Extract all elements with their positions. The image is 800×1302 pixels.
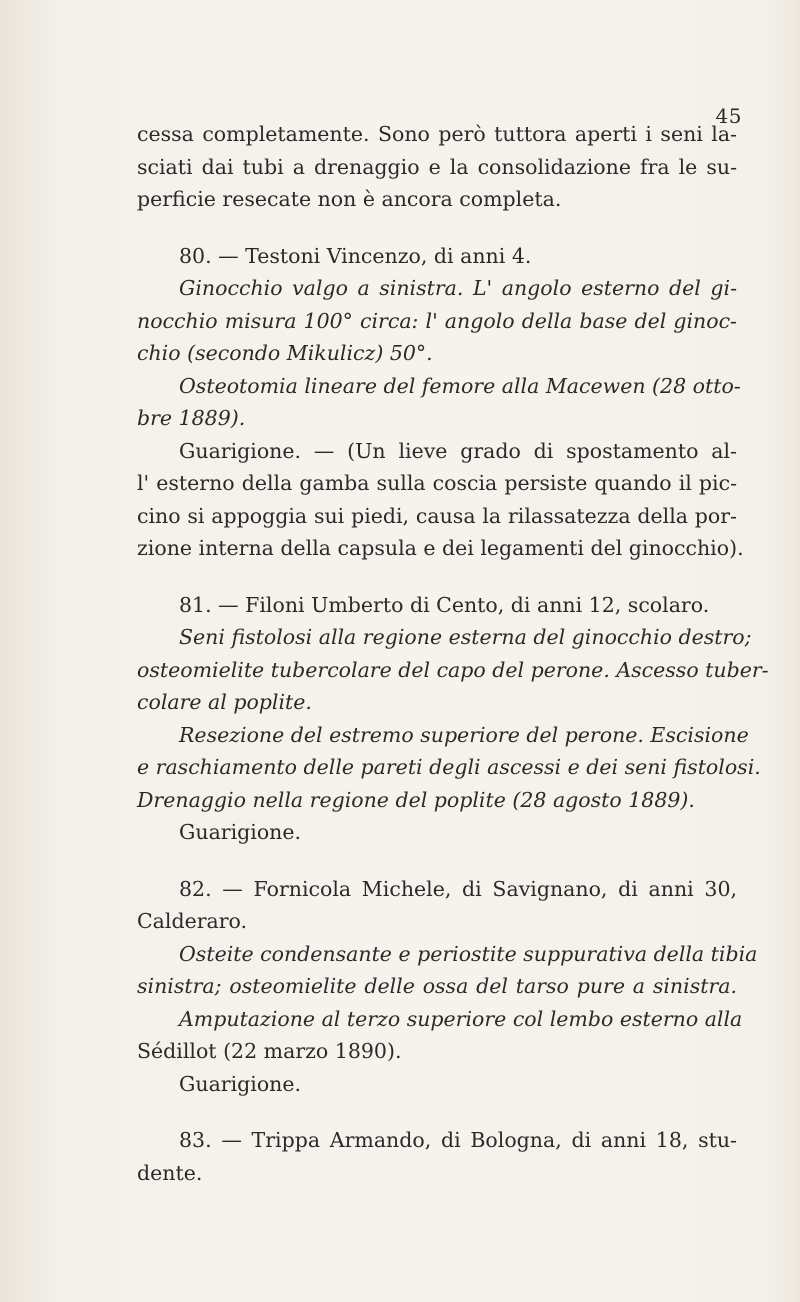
operation-line: Resezione del estremo superiore del perone. Escisione <box>179 722 749 747</box>
diagnosis-line: nocchio misura 100° circa: l' angolo della base del ginoc- <box>137 308 737 333</box>
outcome-line: Guarigione. <box>179 820 302 844</box>
case-heading: 81. — Filoni Umberto di Cento, di anni 12, scolaro. <box>179 592 710 617</box>
case-heading: 82. — Fornicola Michele, di Savignano, di anni 30, <box>179 876 737 901</box>
text-line: cessa completamente. Sono però tuttora aperti i seni la- <box>137 122 737 146</box>
diagnosis-line: chio (secondo Mikulicz) 50°. <box>137 341 433 365</box>
text-line: perficie resecate non è ancora completa. <box>137 187 562 211</box>
diagnosis-line: colare al poplite. <box>137 690 312 714</box>
case-heading: 80. — Testoni Vincenzo, di anni 4. <box>179 243 532 268</box>
operation-line: Amputazione al terzo superiore col lembo esterno alla <box>179 1006 743 1031</box>
diagnosis-line: Osteite condensante e periostite suppurativa della tibia <box>179 941 758 966</box>
text-line: sciati dai tubi a drenaggio e la consolidazione fra le su- <box>137 154 737 179</box>
operation-line: Drenaggio nella regione del poplite (28 agosto 1889). <box>137 787 695 812</box>
operation-line: bre 1889). <box>137 406 246 430</box>
diagnosis-line: Ginocchio valgo a sinistra. L' angolo esterno del gi- <box>179 276 737 300</box>
operation-line: e raschiamento delle pareti degli ascessi e dei seni fistolosi. <box>137 755 761 779</box>
page-body <box>137 118 769 1189</box>
diagnosis-line: sinistra; osteomielite delle ossa del tarso pure a sinistra. <box>137 974 737 998</box>
outcome-line: l' esterno della gamba sulla coscia persiste quando il pic- <box>137 471 737 495</box>
case-heading: 83. — Trippa Armando, di Bologna, di anni 18, stu- <box>179 1128 737 1152</box>
outcome-line: zione interna della capsula e dei legamenti del ginocchio). <box>137 536 744 560</box>
outcome-line: Guarigione. <box>179 1071 302 1096</box>
outcome-line: Guarigione. — (Un lieve grado di spostamento al- <box>179 438 737 463</box>
operation-line: Sédillot (22 marzo 1890). <box>137 1039 402 1063</box>
page-number: 45 <box>715 104 742 128</box>
case-heading: Calderaro. <box>137 909 248 933</box>
diagnosis-line: Seni fistolosi alla regione esterna del ginocchio destro; <box>179 625 752 649</box>
case-heading: dente. <box>137 1160 203 1185</box>
diagnosis-line: osteomielite tubercolare del capo del perone. Ascesso tuber- <box>137 657 769 682</box>
operation-line: Osteotomia lineare del femore alla Macewen (28 otto- <box>179 373 741 398</box>
outcome-line: cino si appoggia sui piedi, causa la rilassatezza della por- <box>137 503 737 528</box>
